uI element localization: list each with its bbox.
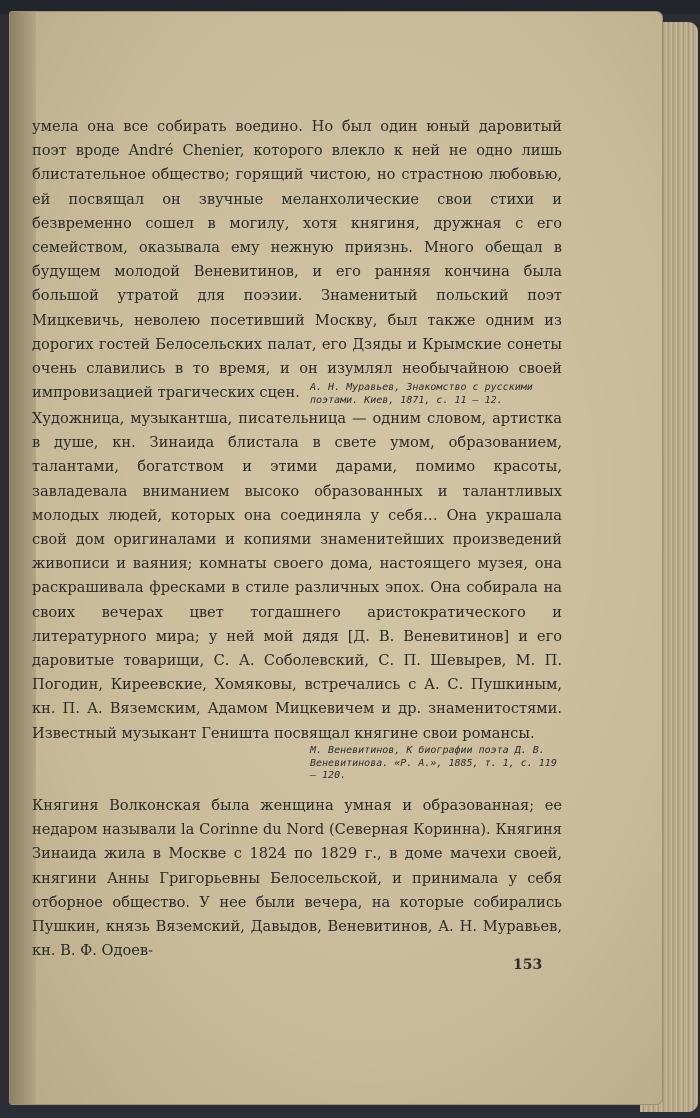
citation-1: А. Н. Муравьев, Знакомство с русскими поэтами. Киев, 1871, с. 11 — 12.	[310, 382, 533, 406]
citation-2: М. Веневитинов, К биографии поэта Д. В. Веневитинова. «Р. А.», 1885, т. 1, с. 119 — 120.	[310, 745, 557, 781]
page-number: 153	[513, 957, 543, 973]
paragraph-1-text: умела она все собирать воедино. Но был один юный даровитый поэт вроде André Chenier, которого влекло к ней не одно лишь блистательное общество; горящий чистою, но страстною любовью, ей посвящал он звучные меланхолические свои стихи и безвременно сошел в могилу, хотя княгиня, дружная с его семейством, оказывала ему нежную приязнь. Много обещал в будущем молодой Веневитинов, и его ранняя кончина была большой утратой для поэзии. Знаменитый польский поэт Мицкевичь, неволею посетивший Москву, был также одним из дорогих гостей Белосельских палат, его Дзяды и Крымские сонеты очень славились в то время, и он изумлял необычайною своей импровизацией трагических сцен.	[32, 118, 562, 402]
paragraph-3	[32, 794, 562, 963]
paragraph-1	[32, 115, 562, 405]
paragraph-2	[32, 407, 562, 746]
book-page	[10, 12, 662, 1104]
paragraph-2-text: Художница, музыкантша, писательница — одним словом, артистка в душе, кн. Зинаида блистала в свете умом, образованием, талантами, богатством и этими дарами, помимо красоты, завладевала вниманием высоко образованных и талантливых молодых людей, которых она соединяла у себя… Она украшала свой дом оригиналами и копиями знаменитейших произведений живописи и ваяния; комнаты своего дома, настоящего музея, она раскрашивала фресками в стиле различных эпох. Она собирала на своих вечерах цвет тогдашнего аристократического и литературного мира; у ней мой дядя [Д. В. Веневитинов] и его даровитые товарищи, С. А. Соболевский, С. П. Шевырев, М. П. Погодин, Киреевские, Хомяковы, встречались с А. С. Пушкиным, кн. П. А. Вяземским, Адамом Мицкевичем и др. знаменитостями. Известный музыкант Геништа посвящал княгине свои романсы.	[32, 410, 562, 742]
paragraph-3-text: Княгиня Волконская была женщина умная и образованная; ее недаром называли la Corinne du Nord (Северная Коринна). Княгиня Зинаида жила в Москве с 1824 по 1829 г., в доме мачехи своей, княгини Анны Григорьевны Белосельской, и принимала у себя отборное общество. У нее были вечера, на которые собирались Пушкин, князь Вяземский, Давыдов, Веневитинов, А. Н. Муравьев, кн. В. Ф. Одоев-	[32, 797, 562, 960]
